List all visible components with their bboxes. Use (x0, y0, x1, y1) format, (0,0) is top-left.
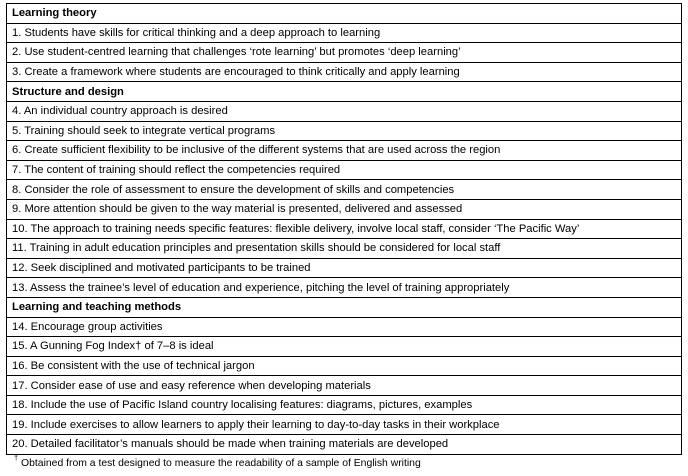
section-heading: Learning theory (7, 4, 682, 24)
table-row (7, 141, 682, 161)
table-row (7, 43, 682, 63)
table-row (7, 219, 682, 239)
section-heading: Structure and design (7, 82, 682, 102)
table-body (7, 4, 682, 455)
item-cell: 2. Use student-centred learning that challenges ‘rote learning’ but promotes ‘deep learning’ (7, 43, 682, 63)
footnote-text: Obtained from a test designed to measure the readability of a sample of English writing (18, 457, 421, 469)
item-cell: 15. A Gunning Fog Index† of 7–8 is ideal (7, 337, 682, 357)
item-cell: 13. Assess the trainee’s level of education and experience, pitching the level of training appropriately (7, 278, 682, 298)
section-header-row (7, 297, 682, 317)
table-row (7, 101, 682, 121)
item-cell: 14. Encourage group activities (7, 317, 682, 337)
item-cell: 20. Detailed facilitator’s manuals should be made when training materials are developed (7, 435, 682, 455)
table-row (7, 376, 682, 396)
document (6, 3, 682, 470)
item-cell: 7. The content of training should reflect the competencies required (7, 160, 682, 180)
section-header-row (7, 4, 682, 24)
table-row (7, 435, 682, 455)
table-row (7, 356, 682, 376)
section-heading: Learning and teaching methods (7, 297, 682, 317)
item-cell: 9. More attention should be given to the way material is presented, delivered and assessed (7, 199, 682, 219)
table-row (7, 258, 682, 278)
footnote (6, 453, 682, 470)
item-cell: 10. The approach to training needs specific features: flexible delivery, involve local staff, consider ‘The Pacific Way’ (7, 219, 682, 239)
table-row (7, 395, 682, 415)
table-row (7, 23, 682, 43)
item-cell: 12. Seek disciplined and motivated participants to be trained (7, 258, 682, 278)
recommendations-table (6, 3, 682, 455)
item-cell: 1. Students have skills for critical thinking and a deep approach to learning (7, 23, 682, 43)
item-cell: 18. Include the use of Pacific Island country localising features: diagrams, pictures, examples (7, 395, 682, 415)
item-cell: 3. Create a framework where students are encouraged to think critically and apply learning (7, 62, 682, 82)
table-row (7, 278, 682, 298)
item-cell: 8. Consider the role of assessment to ensure the development of skills and competencies (7, 180, 682, 200)
table-row (7, 62, 682, 82)
item-cell: 6. Create sufficient flexibility to be inclusive of the different systems that are used across the region (7, 141, 682, 161)
table-row (7, 415, 682, 435)
item-cell: 17. Consider ease of use and easy reference when developing materials (7, 376, 682, 396)
footnote-marker: † (14, 453, 19, 463)
table-row (7, 337, 682, 357)
table-row (7, 180, 682, 200)
item-cell: 11. Training in adult education principles and presentation skills should be considered for local staff (7, 239, 682, 259)
item-cell: 19. Include exercises to allow learners to apply their learning to day-to-day tasks in their workplace (7, 415, 682, 435)
table-row (7, 317, 682, 337)
table-row (7, 199, 682, 219)
section-header-row (7, 82, 682, 102)
table-row (7, 121, 682, 141)
table-row (7, 239, 682, 259)
item-cell: 5. Training should seek to integrate vertical programs (7, 121, 682, 141)
item-cell: 4. An individual country approach is desired (7, 101, 682, 121)
item-cell: 16. Be consistent with the use of technical jargon (7, 356, 682, 376)
table-row (7, 160, 682, 180)
